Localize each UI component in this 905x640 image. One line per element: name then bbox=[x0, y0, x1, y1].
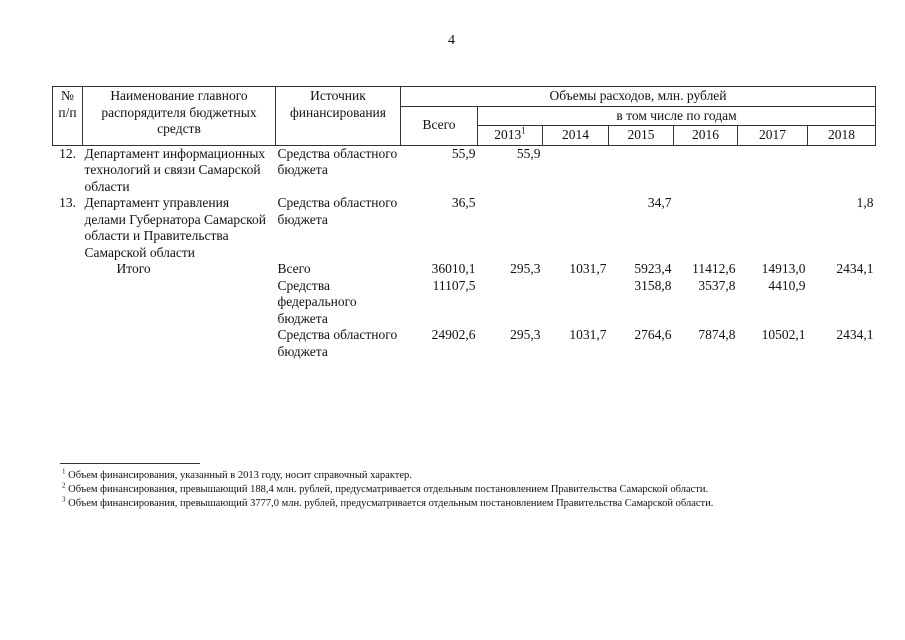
footnote-item bbox=[62, 497, 713, 511]
row-2016 bbox=[674, 195, 738, 261]
header-year-2014: 2014 bbox=[543, 126, 609, 146]
total-2013: 295,3 bbox=[510, 261, 541, 276]
total-total: 36010,1 bbox=[431, 261, 476, 276]
total-2014 bbox=[543, 278, 609, 328]
row-2013: 55,9 bbox=[516, 145, 541, 161]
total-2017: 14913,0 bbox=[761, 261, 806, 276]
total-source: Средства областного бюджета bbox=[277, 327, 398, 359]
total-2017: 4410,9 bbox=[768, 277, 806, 293]
header-source: Источник финансирования bbox=[276, 87, 401, 146]
total-2014: 1031,7 bbox=[569, 261, 607, 276]
total-source: Средства федерального бюджета bbox=[277, 277, 357, 326]
row-name: Департамент информационных технологий и связи Самарской области bbox=[84, 145, 266, 194]
row-2013 bbox=[478, 195, 543, 261]
total-2014: 1031,7 bbox=[569, 327, 607, 342]
header-year-2018: 2018 bbox=[808, 126, 876, 146]
footnote-mark: 1 bbox=[62, 467, 66, 476]
header-expenses: Объемы расходов, млн. рублей bbox=[401, 87, 876, 107]
row-2014 bbox=[543, 145, 609, 195]
footnote-item bbox=[62, 469, 713, 483]
row-total: 36,5 bbox=[451, 195, 476, 210]
row-2014 bbox=[543, 195, 609, 261]
total-total: 11107,5 bbox=[432, 277, 476, 293]
row-num: 12. bbox=[59, 145, 76, 161]
footnotes bbox=[62, 469, 713, 511]
footnote-text: Объем финансирования, указанный в 2013 году, носит справочный характер. bbox=[68, 470, 412, 481]
budget-table bbox=[52, 86, 876, 360]
total-total: 24902,6 bbox=[431, 327, 476, 342]
page-number: 4 bbox=[448, 33, 455, 48]
footnote-ref-1: 1 bbox=[521, 125, 526, 136]
total-row bbox=[53, 278, 876, 328]
row-2016 bbox=[674, 145, 738, 195]
row-source: Средства областного бюджета bbox=[277, 195, 398, 227]
total-row bbox=[53, 261, 876, 278]
row-2018: 1,8 bbox=[856, 195, 874, 210]
row-num: 13. bbox=[59, 195, 76, 210]
total-2015: 2764,6 bbox=[634, 327, 672, 342]
footnote-text: Объем финансирования, превышающий 3777,0 млн. рублей, предусматривается отдельным постановлением Правительства Самарской области. bbox=[68, 498, 714, 509]
row-2017 bbox=[738, 195, 808, 261]
total-2017: 10502,1 bbox=[761, 327, 806, 342]
total-2016: 3537,8 bbox=[698, 277, 736, 293]
total-2013: 295,3 bbox=[510, 327, 541, 342]
total-2015: 5923,4 bbox=[634, 261, 672, 276]
row-source: Средства областного бюджета bbox=[277, 145, 398, 177]
row-2015 bbox=[609, 145, 674, 195]
row-total: 55,9 bbox=[451, 145, 476, 161]
header-num: № п/п bbox=[53, 87, 83, 146]
total-2018 bbox=[808, 278, 876, 328]
total-2013 bbox=[478, 278, 543, 328]
footnote-text: Объем финансирования, превышающий 188,4 млн. рублей, предусматривается отдельным постановлением Правительства Самарской области. bbox=[68, 484, 709, 495]
header-year-2013 bbox=[478, 126, 543, 146]
total-source: Всего bbox=[277, 261, 311, 276]
year-2013-label: 2013 bbox=[494, 127, 522, 142]
footnote-divider bbox=[60, 463, 200, 464]
header-total: Всего bbox=[401, 106, 478, 145]
header-year-2016: 2016 bbox=[674, 126, 738, 146]
header-year-2017: 2017 bbox=[738, 126, 808, 146]
table-row bbox=[53, 145, 876, 195]
total-2016: 11412,6 bbox=[692, 261, 736, 276]
header-name: Наименование главного распорядителя бюджетных средств bbox=[83, 87, 276, 146]
total-2018: 2434,1 bbox=[836, 261, 874, 276]
table-row bbox=[53, 195, 876, 261]
header-by-years: в том числе по годам bbox=[478, 106, 876, 126]
total-label: Итого bbox=[116, 261, 151, 276]
footnote-mark: 2 bbox=[62, 481, 66, 490]
row-2018 bbox=[808, 145, 876, 195]
footnote-item bbox=[62, 483, 713, 497]
row-2015: 34,7 bbox=[647, 195, 672, 210]
total-2015: 3158,8 bbox=[634, 277, 672, 293]
total-2018: 2434,1 bbox=[836, 327, 874, 342]
row-name: Департамент управления делами Губернатора Самарской области и Правительства Самарской области bbox=[84, 195, 267, 260]
row-2017 bbox=[738, 145, 808, 195]
footnote-mark: 3 bbox=[62, 495, 66, 504]
total-row bbox=[53, 327, 876, 360]
total-2016: 7874,8 bbox=[698, 327, 736, 342]
header-year-2015: 2015 bbox=[609, 126, 674, 146]
